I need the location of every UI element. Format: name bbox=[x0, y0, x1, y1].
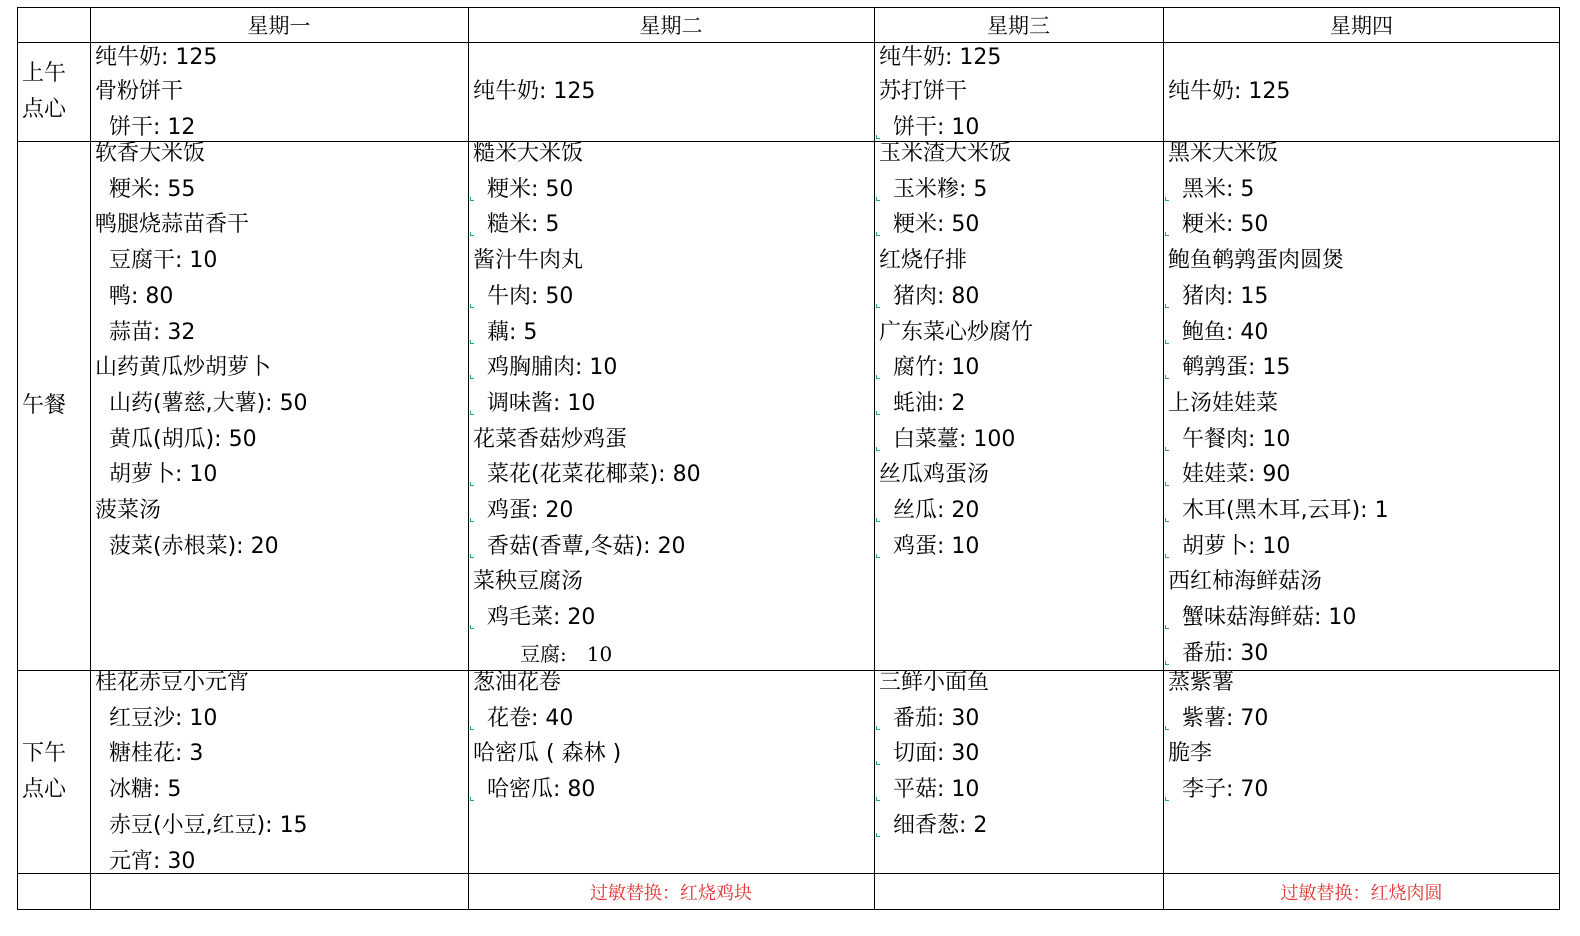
dish-name: 菠菜汤 bbox=[95, 498, 162, 523]
dish-name: 三鲜小面鱼 bbox=[879, 670, 990, 695]
ingredient-line: 调味酱: 10 bbox=[487, 390, 596, 416]
cell-marker bbox=[1165, 726, 1169, 730]
ingredient-line: 粳米: 50 bbox=[893, 212, 980, 238]
dish-name: 软香大米饭 bbox=[95, 141, 206, 166]
ingredient-line: 元宵: 30 bbox=[109, 848, 196, 874]
cell-marker bbox=[470, 797, 474, 801]
day-header bbox=[468, 7, 874, 42]
ingredient-line: 菠菜(赤根菜): 20 bbox=[109, 533, 279, 559]
day-header bbox=[1163, 7, 1560, 42]
dish-name: 酱汁牛肉丸 bbox=[473, 248, 584, 274]
ingredient-line: 哈密瓜: 80 bbox=[487, 777, 596, 803]
lunch-cell bbox=[874, 141, 1163, 670]
row-label-text: 点心 bbox=[22, 96, 67, 122]
cell-marker bbox=[876, 447, 880, 451]
ingredient-line: 午餐肉: 10 bbox=[1182, 426, 1291, 452]
cell-marker bbox=[470, 554, 474, 558]
ingredient-line: 饼干: 12 bbox=[109, 115, 196, 140]
cell-marker bbox=[876, 833, 880, 837]
allergy-note-cell bbox=[90, 873, 468, 910]
cell-marker bbox=[470, 304, 474, 308]
dish-name: 花菜香菇炒鸡蛋 bbox=[473, 426, 628, 452]
ingredient-line: 粳米: 55 bbox=[109, 176, 196, 202]
cell-marker bbox=[470, 232, 474, 236]
cell-marker bbox=[876, 518, 880, 522]
dish-name: 丝瓜鸡蛋汤 bbox=[879, 462, 990, 488]
morning-cell bbox=[1163, 42, 1560, 141]
ingredient-line: 胡萝卜: 10 bbox=[109, 462, 218, 488]
morning-cell bbox=[874, 42, 1163, 141]
ingredient-line: 木耳(黑木耳,云耳): 1 bbox=[1182, 498, 1389, 523]
dish-name: 骨粉饼干 bbox=[95, 78, 184, 104]
cell-marker bbox=[470, 340, 474, 344]
cell-marker bbox=[1165, 518, 1169, 522]
morning-cell bbox=[90, 42, 468, 141]
allergy-note: 过敏替换：红烧鸡块 bbox=[590, 882, 752, 904]
ingredient-line: 花卷: 40 bbox=[487, 705, 574, 731]
ingredient-line: 鸡毛菜: 20 bbox=[487, 605, 596, 631]
ingredient-line: 番茄: 30 bbox=[1182, 640, 1269, 666]
ingredient-line: 蟹味菇海鲜菇: 10 bbox=[1182, 605, 1357, 631]
ingredient-line: 鲍鱼: 40 bbox=[1182, 319, 1269, 345]
dish-name: 纯牛奶: 125 bbox=[473, 78, 596, 104]
cell-marker bbox=[470, 482, 474, 486]
cell-marker bbox=[876, 304, 880, 308]
cell-marker bbox=[876, 726, 880, 730]
allergy-note-cell bbox=[468, 873, 874, 910]
ingredient-line: 赤豆(小豆,红豆): 15 bbox=[109, 812, 308, 838]
row-label-lunch bbox=[17, 141, 90, 670]
cell-marker bbox=[1165, 797, 1169, 801]
ingredient-line: 平菇: 10 bbox=[893, 777, 980, 803]
cell-marker bbox=[1165, 447, 1169, 451]
ingredient-line: 红豆沙: 10 bbox=[109, 705, 218, 731]
row-label-text: 午餐 bbox=[22, 392, 67, 418]
cell-marker bbox=[470, 518, 474, 522]
cell-marker bbox=[876, 232, 880, 236]
cell-marker bbox=[876, 411, 880, 415]
dish-name: 上汤娃娃菜 bbox=[1168, 390, 1279, 416]
cell-marker bbox=[1165, 197, 1169, 201]
day-header bbox=[874, 7, 1163, 42]
lunch-cell bbox=[468, 141, 874, 670]
ingredient-line: 豆腐干: 10 bbox=[109, 248, 218, 274]
menu-table bbox=[17, 7, 1560, 910]
lunch-cell bbox=[90, 141, 468, 670]
cell-marker bbox=[1165, 482, 1169, 486]
dish-name: 纯牛奶: 125 bbox=[1168, 78, 1291, 104]
dish-name: 菜秧豆腐汤 bbox=[473, 569, 584, 595]
ingredient-line: 豆腐: 10 bbox=[520, 641, 613, 666]
ingredient-line: 丝瓜: 20 bbox=[893, 498, 980, 523]
ingredient-line: 山药(薯慈,大薯): 50 bbox=[109, 390, 308, 416]
ingredient-line: 藕: 5 bbox=[487, 319, 538, 345]
ingredient-line: 冰糖: 5 bbox=[109, 777, 182, 803]
ingredient-line: 番茄: 30 bbox=[893, 705, 980, 731]
dish-name: 玉米渣大米饭 bbox=[879, 141, 1012, 166]
ingredient-line: 粳米: 50 bbox=[487, 176, 574, 202]
ingredient-line: 粳米: 50 bbox=[1182, 212, 1269, 238]
cell-marker bbox=[876, 554, 880, 558]
dish-name: 苏打饼干 bbox=[879, 78, 968, 104]
dish-name: 广东菜心炒腐竹 bbox=[879, 319, 1034, 345]
allergy-note: 过敏替换：红烧肉圆 bbox=[1280, 882, 1443, 904]
dish-name: 葱油花卷 bbox=[473, 670, 562, 695]
allergy-row-label bbox=[17, 873, 90, 910]
dish-name: 糙米大米饭 bbox=[473, 141, 584, 166]
ingredient-line: 娃娃菜: 90 bbox=[1182, 462, 1291, 488]
ingredient-line: 鸭: 80 bbox=[109, 283, 174, 309]
dish-name: 鸭腿烧蒜苗香干 bbox=[95, 212, 250, 238]
dish-name: 脆李 bbox=[1168, 741, 1213, 767]
dish-name: 桂花赤豆小元宵 bbox=[95, 670, 250, 695]
cell-marker bbox=[470, 625, 474, 629]
row-label-text: 点心 bbox=[22, 776, 67, 802]
cell-marker bbox=[470, 411, 474, 415]
day-header-label: 星期二 bbox=[639, 13, 703, 38]
ingredient-line: 菜花(花菜花椰菜): 80 bbox=[487, 462, 701, 488]
row-label-afternoon bbox=[17, 670, 90, 873]
dish-name: 纯牛奶: 125 bbox=[879, 45, 1002, 70]
ingredient-line: 鸡蛋: 10 bbox=[893, 533, 980, 559]
cell-marker bbox=[876, 797, 880, 801]
row-label-text: 上午 bbox=[22, 60, 67, 86]
day-header bbox=[90, 7, 468, 42]
morning-cell bbox=[468, 42, 874, 141]
cell-marker bbox=[1165, 232, 1169, 236]
dish-name: 鲍鱼鹌鹑蛋肉圆煲 bbox=[1168, 248, 1345, 274]
ingredient-line: 黑米: 5 bbox=[1182, 176, 1255, 202]
afternoon-cell bbox=[1163, 670, 1560, 873]
afternoon-cell bbox=[874, 670, 1163, 873]
dish-name: 蒸紫薯 bbox=[1168, 670, 1235, 695]
day-header-label: 星期三 bbox=[987, 13, 1050, 38]
ingredient-line: 鹌鹑蛋: 15 bbox=[1182, 355, 1291, 381]
ingredient-line: 猪肉: 15 bbox=[1182, 283, 1269, 309]
cell-marker bbox=[876, 761, 880, 765]
cell-marker bbox=[1165, 304, 1169, 308]
row-label-text: 下午 bbox=[22, 740, 67, 766]
ingredient-line: 玉米糁: 5 bbox=[893, 176, 988, 202]
row-label-morning bbox=[17, 42, 90, 141]
lunch-cell bbox=[1163, 141, 1560, 670]
ingredient-line: 糙米: 5 bbox=[487, 212, 560, 238]
ingredient-line: 腐竹: 10 bbox=[893, 355, 980, 381]
ingredient-line: 鸡蛋: 20 bbox=[487, 498, 574, 523]
ingredient-line: 糖桂花: 3 bbox=[109, 741, 204, 767]
ingredient-line: 香菇(香蕈,冬菇): 20 bbox=[487, 533, 686, 559]
cell-marker bbox=[1165, 340, 1169, 344]
cell-marker bbox=[470, 375, 474, 379]
ingredient-line: 胡萝卜: 10 bbox=[1182, 533, 1291, 559]
ingredient-line: 细香葱: 2 bbox=[893, 812, 988, 838]
afternoon-cell bbox=[90, 670, 468, 873]
ingredient-line: 紫薯: 70 bbox=[1182, 705, 1269, 731]
ingredient-line: 蚝油: 2 bbox=[893, 390, 966, 416]
cell-marker bbox=[1165, 375, 1169, 379]
cell-marker bbox=[1165, 625, 1169, 629]
ingredient-line: 李子: 70 bbox=[1182, 777, 1269, 803]
dish-name: 黑米大米饭 bbox=[1168, 141, 1279, 166]
ingredient-line: 牛肉: 50 bbox=[487, 283, 574, 309]
cell-marker bbox=[1165, 554, 1169, 558]
allergy-note-cell bbox=[874, 873, 1163, 910]
cell-marker bbox=[876, 375, 880, 379]
cell-marker bbox=[470, 197, 474, 201]
dish-name: 西红柿海鲜菇汤 bbox=[1168, 569, 1323, 595]
ingredient-line: 鸡胸脯肉: 10 bbox=[487, 355, 618, 381]
ingredient-line: 猪肉: 80 bbox=[893, 283, 980, 309]
day-header-label: 星期一 bbox=[247, 13, 311, 38]
cell-marker bbox=[876, 197, 880, 201]
cell-marker bbox=[470, 726, 474, 730]
ingredient-line: 白菜薹: 100 bbox=[893, 426, 1016, 452]
dish-name: 纯牛奶: 125 bbox=[95, 45, 218, 70]
ingredient-line: 蒜苗: 32 bbox=[109, 319, 196, 345]
cell-marker bbox=[1165, 661, 1169, 665]
afternoon-cell bbox=[468, 670, 874, 873]
ingredient-line: 饼干: 10 bbox=[893, 115, 980, 140]
dish-name: 红烧仔排 bbox=[879, 248, 968, 274]
day-header-label: 星期四 bbox=[1330, 13, 1393, 38]
dish-name: 哈密瓜 ( 森林 ) bbox=[473, 741, 622, 767]
dish-name: 山药黄瓜炒胡萝卜 bbox=[95, 355, 272, 381]
allergy-note-cell bbox=[1163, 873, 1560, 910]
ingredient-line: 切面: 30 bbox=[893, 741, 980, 767]
ingredient-line: 黄瓜(胡瓜): 50 bbox=[109, 426, 257, 452]
